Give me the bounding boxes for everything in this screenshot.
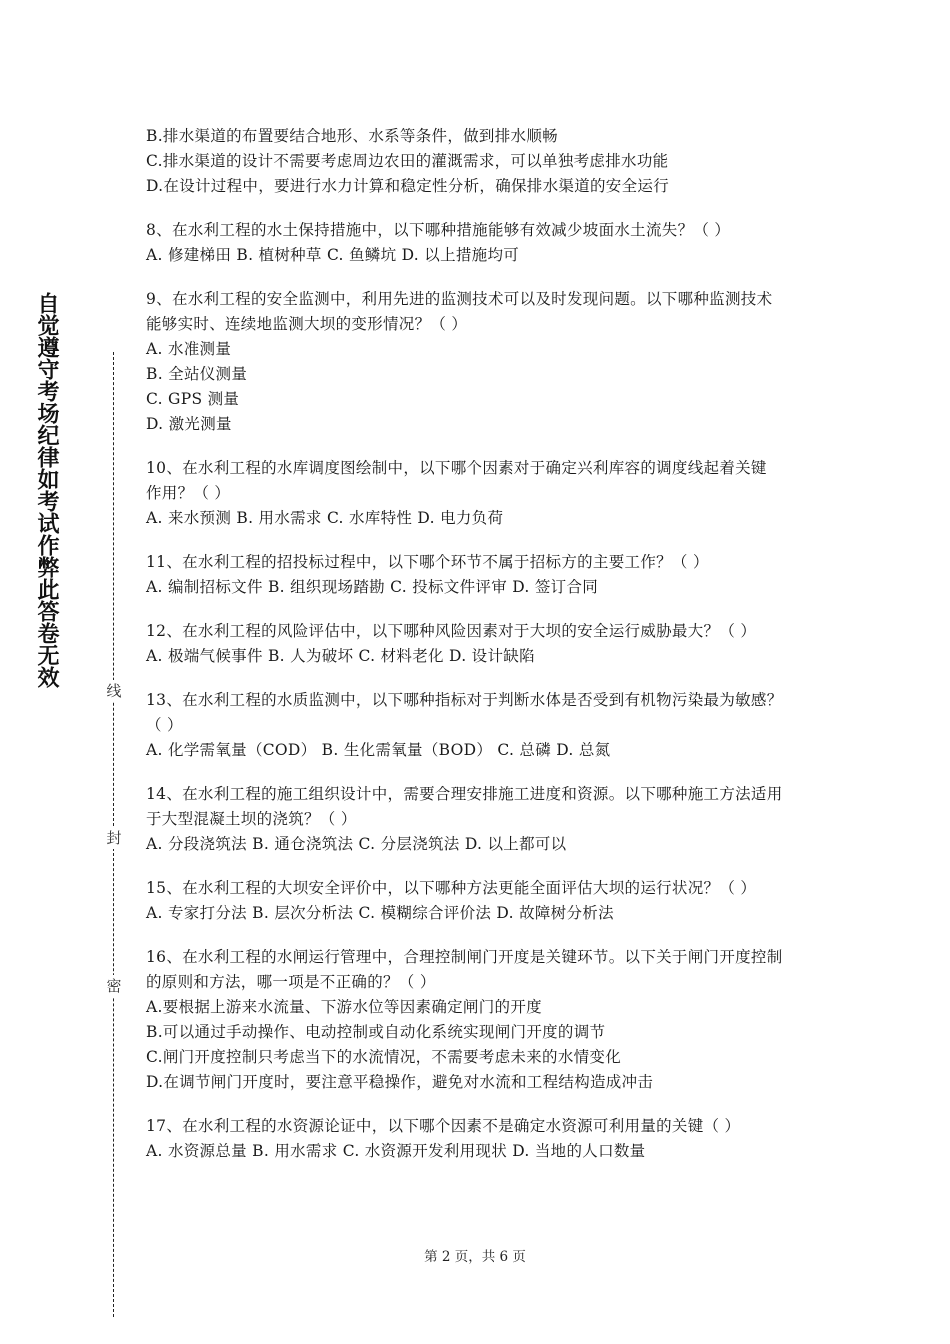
question-line: 于大型混凝土坝的浇筑？（ ）: [146, 810, 357, 828]
exam-discipline-notice: 自觉遵守考场纪律如考试作弊此答卷无效: [34, 292, 59, 688]
question-line: 8、在水利工程的水土保持措施中，以下哪种措施能够有效减少坡面水土流失？（ ）: [146, 221, 731, 239]
question-line: 17、在水利工程的水资源论证中，以下哪个因素不是确定水资源可利用量的关键（ ）: [146, 1117, 741, 1135]
question-line: A. 水准测量: [146, 340, 232, 358]
question-line: （ ）: [146, 716, 183, 734]
question-block: [146, 1114, 814, 1164]
question-line: 14、在水利工程的施工组织设计中，需要合理安排施工进度和资源。以下哪种施工方法适用: [146, 785, 783, 803]
question-line: 13、在水利工程的水质监测中，以下哪种指标对于判断水体是否受到有机物污染最为敏感？: [146, 691, 783, 709]
question-block: [146, 876, 814, 926]
question-block: [146, 218, 814, 268]
question-line: A.要根据上游来水流量、下游水位等因素确定闸门的开度: [146, 998, 542, 1016]
block-gap: [146, 669, 814, 688]
question-line: A. 水资源总量 B. 用水需求 C. 水资源开发利用现状 D. 当地的人口数量: [146, 1142, 646, 1160]
block-gap: [146, 531, 814, 550]
question-block: [146, 550, 814, 600]
question-line: A. 专家打分法 B. 层次分析法 C. 模糊综合评价法 D. 故障树分析法: [146, 904, 614, 922]
question-line: A. 极端气候事件 B. 人为破坏 C. 材料老化 D. 设计缺陷: [146, 647, 535, 665]
page-footer: 第 2 页，共 6 页: [424, 1249, 526, 1265]
question-line: C. GPS 测量: [146, 390, 240, 408]
block-gap: [146, 437, 814, 456]
question-block: [146, 619, 814, 669]
question-line: D.在设计过程中，要进行水力计算和稳定性分析，确保排水渠道的安全运行: [146, 177, 670, 195]
binding-label-close: 密: [104, 975, 124, 997]
question-block: [146, 782, 814, 857]
block-gap: [146, 763, 814, 782]
question-line: D. 激光测量: [146, 415, 232, 433]
question-line: B. 全站仪测量: [146, 365, 248, 383]
binding-label-seal: 封: [104, 827, 124, 849]
question-line: 9、在水利工程的安全监测中，利用先进的监测技术可以及时发现问题。以下哪种监测技术: [146, 290, 773, 308]
question-line: C.闸门开度控制只考虑当下的水流情况，不需要考虑未来的水情变化: [146, 1048, 622, 1066]
question-block: [146, 124, 814, 199]
block-gap: [146, 199, 814, 218]
question-line: A. 修建梯田 B. 植树种草 C. 鱼鳞坑 D. 以上措施均可: [146, 246, 520, 264]
question-line: 10、在水利工程的水库调度图绘制中，以下哪个因素对于确定兴利库容的调度线起着关键: [146, 459, 767, 477]
question-block: [146, 287, 814, 437]
question-line: A. 编制招标文件 B. 组织现场踏勘 C. 投标文件评审 D. 签订合同: [146, 578, 599, 596]
question-line: 的原则和方法，哪一项是不正确的？（ ）: [146, 973, 436, 991]
question-block: [146, 945, 814, 1095]
question-line: B.排水渠道的布置要结合地形、水系等条件，做到排水顺畅: [146, 127, 558, 145]
question-line: 11、在水利工程的招投标过程中，以下哪个环节不属于招标方的主要工作？（ ）: [146, 553, 709, 571]
question-line: 12、在水利工程的风险评估中，以下哪种风险因素对于大坝的安全运行威胁最大？（ ）: [146, 622, 757, 640]
question-line: 16、在水利工程的水闸运行管理中，合理控制闸门开度是关键环节。以下关于闸门开度控制: [146, 948, 783, 966]
question-line: 能够实时、连续地监测大坝的变形情况？（ ）: [146, 315, 468, 333]
question-block: [146, 456, 814, 531]
block-gap: [146, 857, 814, 876]
question-line: 作用？（ ）: [146, 484, 231, 502]
question-block: [146, 688, 814, 763]
question-content: [146, 124, 814, 1164]
block-gap: [146, 600, 814, 619]
block-gap: [146, 926, 814, 945]
question-line: A. 分段浇筑法 B. 通仓浇筑法 C. 分层浇筑法 D. 以上都可以: [146, 835, 567, 853]
question-line: B.可以通过手动操作、电动控制或自动化系统实现闸门开度的调节: [146, 1023, 606, 1041]
block-gap: [146, 1095, 814, 1114]
question-line: A. 化学需氧量（COD） B. 生化需氧量（BOD） C. 总磷 D. 总氮: [146, 741, 611, 759]
question-line: A. 来水预测 B. 用水需求 C. 水库特性 D. 电力负荷: [146, 509, 504, 527]
binding-label-line: 线: [104, 680, 124, 702]
question-line: 15、在水利工程的大坝安全评价中，以下哪种方法更能全面评估大坝的运行状况？（ ）: [146, 879, 757, 897]
block-gap: [146, 268, 814, 287]
question-line: C.排水渠道的设计不需要考虑周边农田的灌溉需求，可以单独考虑排水功能: [146, 152, 669, 170]
question-line: D.在调节闸门开度时，要注意平稳操作，避免对水流和工程结构造成冲击: [146, 1073, 654, 1091]
